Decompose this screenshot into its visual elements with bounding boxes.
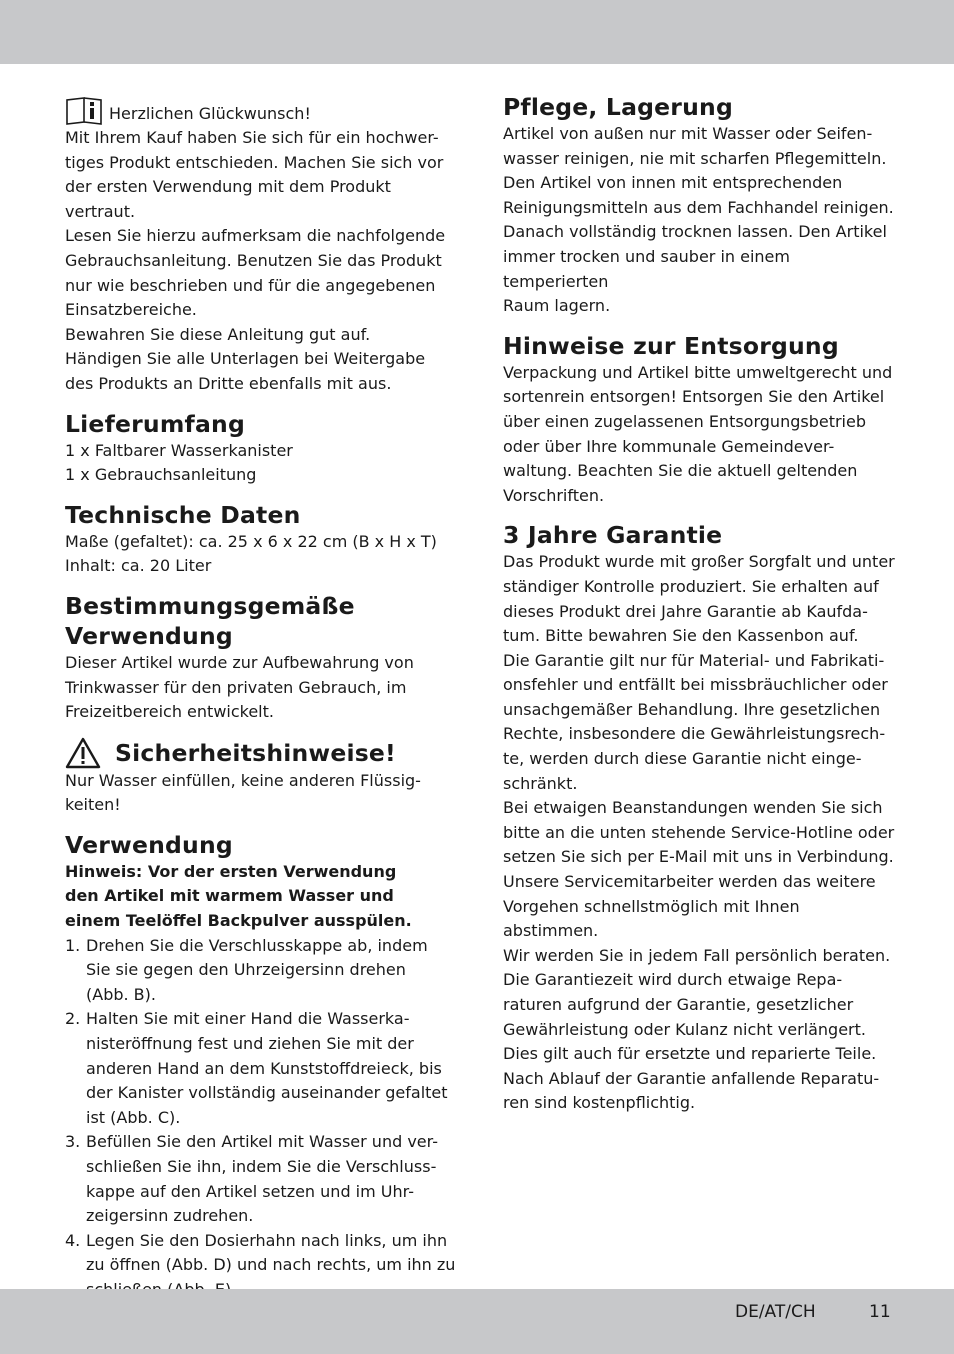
text-line: setzen Sie sich per E-Mail mit uns in Verbindung.	[503, 847, 894, 867]
text-line: Wir werden Sie in jedem Fall persönlich beraten.	[503, 945, 891, 965]
intro-heading: Herzlichen Glückwunsch!	[109, 104, 311, 123]
text-line: Einsatzbereiche.	[65, 300, 197, 320]
text-line: unsachgemäßer Behandlung. Ihre gesetzlichen	[503, 699, 881, 719]
text-line: Die Garantie gilt nur für Material- und Fabrikati-	[503, 650, 885, 670]
text-line: Reinigungsmitteln aus dem Fachhandel reinigen.	[503, 197, 894, 217]
text-line: raturen aufgrund der Garantie, gesetzlicher	[503, 995, 854, 1014]
text-line: Den Artikel von innen mit entsprechenden	[503, 173, 843, 193]
footer-region-code: DE/AT/CH	[735, 1302, 816, 1322]
step-item	[65, 1130, 460, 1228]
text-line: Raum lagern.	[503, 296, 611, 316]
text-line: Inhalt: ca. 20 Liter	[65, 556, 212, 576]
text-line: Bewahren Sie diese Anleitung gut auf.	[65, 324, 371, 344]
steps-list	[65, 934, 460, 1303]
text-line: ren sind kostenpflichtig.	[503, 1093, 696, 1113]
intro-heading-row	[65, 96, 460, 126]
text-line: zu öffnen (Abb. D) und nach rechts, um ihn zu	[86, 1255, 456, 1275]
text-line: Gewährleistung oder Kulanz nicht verlängert.	[503, 1019, 866, 1039]
text-line: wasser reinigen, nie mit scharfen Pflegemitteln.	[503, 148, 887, 168]
text-line: te, werden durch diese Garantie nicht einge-	[503, 749, 862, 769]
text-line: kappe auf den Artikel setzen und im Uhr-	[86, 1181, 414, 1201]
text-line: 1 x Gebrauchsanleitung	[65, 465, 257, 485]
left-column	[65, 92, 460, 1303]
text-line: Trinkwasser für den privaten Gebrauch, im	[65, 677, 407, 697]
text-line: schränkt.	[503, 773, 578, 793]
section-title: Verwendung	[65, 830, 233, 859]
text-line: oder über Ihre kommunale Gemeindever-	[503, 436, 835, 456]
text-line: Mit Ihrem Kauf haben Sie sich für ein hochwer-	[65, 128, 439, 147]
text-line: onsfehler und entfällt bei missbräuchlicher oder	[503, 675, 888, 695]
text-line: Unsere Servicemitarbeiter werden das weitere	[503, 872, 876, 892]
text-line: zeigersinn zudrehen.	[86, 1206, 254, 1226]
text-line: Nach Ablauf der Garantie anfallende Reparatu-	[503, 1068, 880, 1088]
intro-text	[65, 126, 460, 397]
step-number: 3.	[65, 1132, 81, 1152]
text-line: schließen Sie ihn, indem Sie die Verschluss-	[86, 1157, 437, 1176]
text-line: Artikel von außen nur mit Wasser oder Seifen-	[503, 124, 873, 143]
right-column	[503, 92, 898, 1116]
step-number: 4.	[65, 1230, 81, 1250]
text-line: Sie sie gegen den Uhrzeigersinn drehen	[86, 960, 406, 980]
section-title: Pflege, Lagerung	[503, 93, 733, 121]
text-line: Vorschriften.	[503, 485, 605, 505]
text-line: anderen Hand an dem Kunststoffdreieck, bis	[86, 1058, 442, 1078]
section-title: Sicherheitshinweise!	[115, 738, 396, 767]
text-line: Die Garantiezeit wird durch etwaige Repa-	[503, 970, 843, 990]
text-line: Händigen Sie alle Unterlagen bei Weitergabe	[65, 349, 426, 369]
text-line: tiges Produkt entschieden. Machen Sie sich vor	[65, 152, 444, 172]
text-line: Bei etwaigen Beanstandungen wenden Sie sich	[503, 798, 883, 818]
text-line: Gebrauchsanleitung. Benutzen Sie das Produkt	[65, 250, 442, 270]
text-line: der ersten Verwendung mit dem Produkt vertraut.	[65, 177, 391, 221]
text-line: Nur Wasser einfüllen, keine anderen Flüssig-	[65, 770, 421, 790]
step-number: 2.	[65, 1009, 81, 1029]
text-line: nisteröffnung fest und ziehen Sie mit der	[86, 1034, 414, 1054]
text-line: Danach vollständig trocknen lassen. Den Artikel	[503, 222, 887, 242]
section-garantie	[503, 520, 898, 1116]
section-sicherheit	[65, 737, 460, 818]
text-line: (Abb. B).	[86, 984, 156, 1004]
text-line: Befüllen Sie den Artikel mit Wasser und ver-	[86, 1132, 438, 1152]
section-title: Hinweise zur Entsorgung	[503, 331, 839, 360]
section-entsorgung	[503, 331, 898, 509]
step-item	[65, 1007, 460, 1130]
text-line: Das Produkt wurde mit großer Sorgfalt und unter	[503, 552, 895, 572]
text-line: Maße (gefaltet): ca. 25 x 6 x 22 cm (B x H x T)	[65, 531, 437, 551]
text-line: Halten Sie mit einer Hand die Wasserka-	[86, 1009, 410, 1029]
section-title: Lieferumfang	[65, 409, 245, 438]
text-line: Dies gilt auch für ersetzte und reparierte Teile.	[503, 1044, 877, 1064]
section-technische-daten	[65, 500, 460, 579]
section-title-line-1: Bestimmungsgemäße	[65, 591, 355, 620]
text-line: Rechte, insbesondere die Gewährleistungsrech-	[503, 724, 886, 744]
text-line: Legen Sie den Dosierhahn nach links, um ihn	[86, 1230, 448, 1250]
text-line: Lesen Sie hierzu aufmerksam die nachfolgende	[65, 226, 446, 246]
text-line: des Produkts an Dritte ebenfalls mit aus.	[65, 373, 392, 393]
text-line: bitte an die unten stehende Service-Hotline oder	[503, 822, 895, 842]
text-line: immer trocken und sauber in einem temperierten	[503, 246, 790, 291]
text-line: keiten!	[65, 795, 121, 815]
header-band	[0, 0, 954, 64]
section-bestimmung	[65, 591, 460, 725]
warning-triangle-icon	[65, 737, 101, 769]
text-line: ständiger Kontrolle produziert. Sie erhalten auf	[503, 576, 879, 596]
text-line: Verpackung und Artikel bitte umweltgerecht und	[503, 362, 893, 382]
text-line: tum. Bitte bewahren Sie den Kassenbon auf.	[503, 626, 859, 646]
text-line: nur wie beschrieben und für die angegebenen	[65, 275, 436, 295]
text-line: der Kanister vollständig auseinander gefaltet	[86, 1083, 448, 1103]
step-item	[65, 934, 460, 1008]
note-line: den Artikel mit warmem Wasser und	[65, 886, 394, 906]
text-line: Vorgehen schnellstmöglich mit Ihnen abstimmen.	[503, 896, 800, 941]
note-line: Hinweis: Vor der ersten Verwendung	[65, 861, 397, 881]
step-number: 1.	[65, 935, 81, 955]
text-line: Drehen Sie die Verschlusskappe ab, indem	[86, 935, 428, 955]
warning-heading-row	[65, 737, 460, 769]
section-title-line-2: Verwendung	[65, 621, 233, 650]
text-line: sortenrein entsorgen! Entsorgen Sie den Artikel	[503, 387, 885, 407]
text-line: ist (Abb. C).	[86, 1107, 181, 1127]
text-line: Dieser Artikel wurde zur Aufbewahrung von	[65, 652, 414, 672]
section-title: Technische Daten	[65, 500, 301, 529]
text-line: über einen zugelassenen Entsorgungsbetrieb	[503, 411, 866, 431]
section-pflege	[503, 92, 898, 319]
section-verwendung	[65, 830, 460, 1303]
manual-info-icon	[65, 96, 105, 126]
text-line: Freizeitbereich entwickelt.	[65, 702, 274, 722]
note-line: einem Teelöffel Backpulver ausspülen.	[65, 911, 412, 931]
text-line: waltung. Beachten Sie die aktuell geltenden	[503, 461, 858, 481]
page-number: 11	[869, 1302, 891, 1322]
section-lieferumfang	[65, 409, 460, 488]
text-line: 1 x Faltbarer Wasserkanister	[65, 440, 293, 460]
text-line: dieses Produkt drei Jahre Garantie ab Kaufda-	[503, 601, 868, 621]
section-title: 3 Jahre Garantie	[503, 521, 723, 550]
